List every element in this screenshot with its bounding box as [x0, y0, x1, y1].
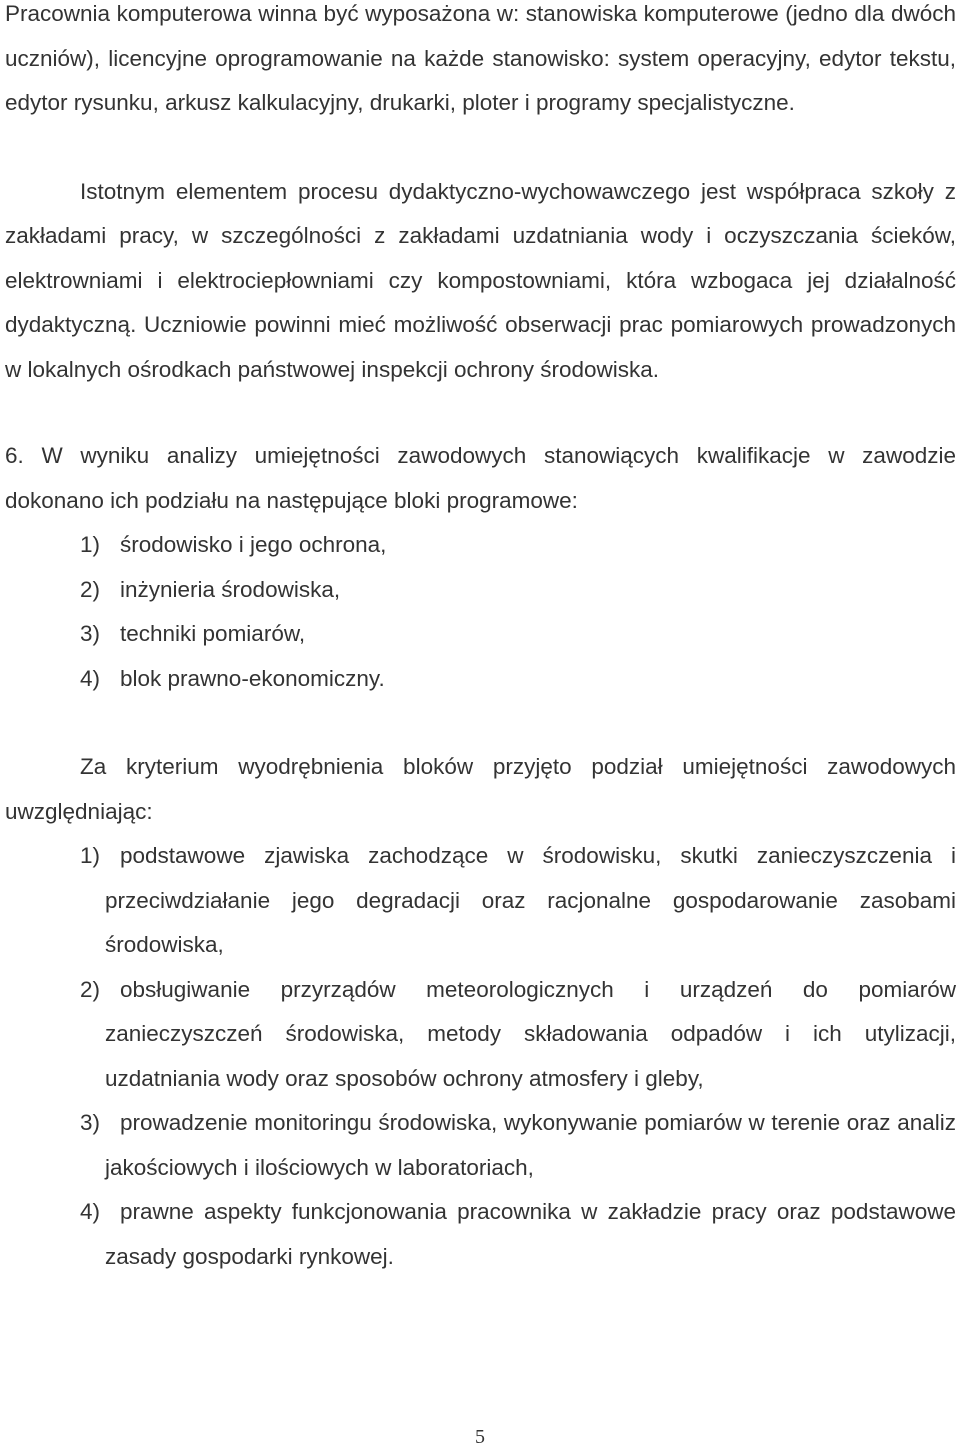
paragraph-computer-lab: Pracownia komputerowa winna być wyposażona w: stanowiska komputerowe (jedno dla dwóch uczniów), licencyjne oprogramowanie na każde stanowisko: system operacyjny, edytor tekstu, edytor rysunku, arkusz kalkulacyjny, drukarki, ploter i programy specjalistyczne.: [5, 1, 956, 115]
paragraph-criteria: Za kryterium wyodrębnienia bloków przyjęto podział umiejętności zawodowych uwzględniając:: [5, 754, 956, 824]
list-item: [5, 523, 956, 568]
list-item-text: inżynieria środowiska,: [120, 576, 341, 602]
list-item: [5, 568, 956, 613]
list-item: [5, 657, 956, 702]
list-item-text: obsługiwanie przyrządów meteorologicznych i urządzeń do pomiarów zanieczyszczeń środowiska, metody składowania odpadów i ich utylizacji, uzdatniania wody oraz sposobów ochrony atmosfery i gleby,: [105, 976, 956, 1091]
list-item-text: blok prawno-ekonomiczny.: [120, 665, 385, 691]
list-item: [5, 968, 956, 1102]
list-item-text: prowadzenie monitoringu środowiska, wykonywanie pomiarów w terenie oraz analiz jakościowych i ilościowych w laboratoriach,: [105, 1110, 956, 1180]
list-item-number: 4): [80, 665, 101, 691]
list-item-text: podstawowe zjawiska zachodzące w środowisku, skutki zanieczyszczenia i przeciwdziałanie jego degradacji oraz racjonalne gospodarowanie zasobami środowiska,: [105, 843, 956, 957]
criteria-list: [5, 834, 956, 1279]
program-blocks-list: [5, 523, 956, 701]
list-item: [5, 834, 956, 968]
list-item: [5, 1190, 956, 1279]
list-item: [5, 612, 956, 657]
list-item-number: 4): [80, 1199, 101, 1224]
page-number: 5: [475, 1426, 485, 1448]
list-item-number: 1): [80, 843, 101, 868]
document-page: [5, 0, 956, 1279]
list-item-number: 1): [80, 532, 101, 557]
list-item-number: 2): [80, 976, 101, 1002]
paragraph-section-6: 6. W wyniku analizy umiejętności zawodowych stanowiących kwalifikacje w zawodzie dokonano ich podziału na następujące bloki programowe:: [5, 443, 956, 513]
list-item-text: techniki pomiarów,: [120, 621, 306, 646]
list-item-number: 2): [80, 576, 101, 602]
paragraph-cooperation: Istotnym elementem procesu dydaktyczno-wychowawczego jest współpraca szkoły z zakładami pracy, w szczególności z zakładami uzdatniania wody i oczyszczania ścieków, elektrowniami i elektrociepłowniami czy kompostowniami, która wzbogaca jej działalność dydaktyczną. Uczniowie powinni mieć możliwość obserwacji prac pomiarowych prowadzonych w lokalnych ośrodkach państwowej inspekcji ochrony środowiska.: [5, 178, 956, 382]
list-item-text: środowisko i jego ochrona,: [120, 532, 387, 557]
list-item-text: prawne aspekty funkcjonowania pracownika w zakładzie pracy oraz podstawowe zasady gospodarki rynkowej.: [105, 1199, 956, 1269]
list-item: [5, 1101, 956, 1190]
list-item-number: 3): [80, 621, 101, 646]
list-item-number: 3): [80, 1110, 101, 1135]
